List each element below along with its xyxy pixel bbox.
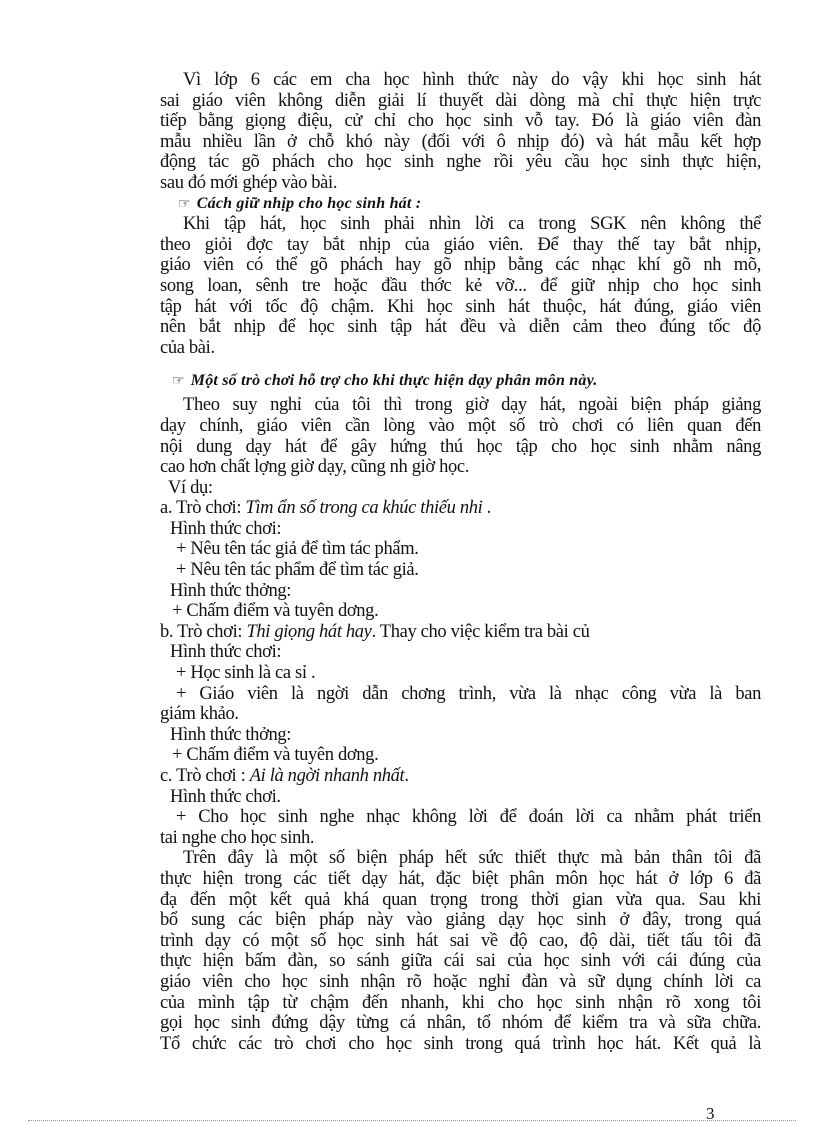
text-line: sai giáo viên không diễn giải lí thuyết dài dòng mà chỉ thực hiện trực bbox=[160, 90, 761, 111]
page-footer-divider bbox=[28, 1120, 796, 1121]
heading-text: Cách giữ nhịp cho học sinh hát : bbox=[196, 194, 422, 212]
text-line: Khi tập hát, học sinh phải nhìn lời ca trong SGK nên không thể bbox=[183, 214, 761, 235]
game-title bbox=[160, 766, 761, 787]
game-prefix: c. Trò chơi : bbox=[160, 766, 250, 786]
example-label: Ví dụ: bbox=[168, 477, 213, 498]
heading-text: Một số trò chơi hỗ trợ cho khi thực hiện dạy phân môn này. bbox=[190, 372, 598, 390]
list-item: + Chấm điểm và tuyên dơng. bbox=[172, 601, 379, 622]
reward-label: Hình thức thởng: bbox=[170, 580, 292, 601]
text-line: cao hơn chất lợng giờ dạy, cũng nh giờ học. bbox=[160, 457, 470, 478]
text-line: Theo suy nghỉ của tôi thì trong giờ dạy hát, ngoài biện pháp giảng bbox=[183, 395, 761, 416]
text-line: nên bắt nhịp để học sinh tập hát đều và diễn cảm theo đúng tốc độ bbox=[160, 317, 761, 338]
text-line: tiếp bằng giọng điệu, cử chỉ cho học sinh vỗ tay. Đó là giáo viên đàn bbox=[160, 111, 761, 132]
game-suffix: . bbox=[482, 498, 491, 519]
game-title bbox=[160, 622, 761, 643]
text-line: song loan, sênh tre hoặc đầu thớc kẻ vỡ... để giữ nhịp cho học sinh bbox=[160, 275, 761, 296]
form-label: Hình thức chơi. bbox=[170, 786, 281, 807]
text-line: Trên đây là một số biện pháp hết sức thiết thực mà bản thân tôi đã bbox=[183, 848, 761, 869]
game-prefix: a. Trò chơi: bbox=[160, 498, 246, 519]
list-item: + Giáo viên là ngời dẫn chơng trình, vừa là nhạc công vừa là ban bbox=[176, 683, 761, 704]
text-line: giáo viên cho học sinh nhận rõ hoặc nghỉ đàn và sữ dụng chính lời ca bbox=[160, 971, 761, 992]
game-name: Tìm ẩn số trong ca khúc thiếu nhi bbox=[245, 498, 483, 519]
text-line: của mình tập từ chậm đến nhanh, khi cho học sinh nhận rõ xong tôi bbox=[160, 992, 761, 1013]
text-line: động tác gõ phách cho học sinh nghe rồi yêu cầu học sinh thực hiện, bbox=[160, 152, 761, 173]
list-item: + Nêu tên tác phẩm để tìm tác giả. bbox=[176, 560, 419, 581]
game-name: Thi giọng hát hay bbox=[246, 621, 372, 642]
reward-label: Hình thức thởng: bbox=[170, 724, 292, 745]
text-line: của bài. bbox=[160, 337, 215, 358]
page-number: 3 bbox=[706, 1104, 715, 1123]
pointing-hand-icon: ☞ bbox=[172, 374, 185, 390]
text-line: tập hát với tốc độ chậm. Khi học sinh hát thuộc, hát đúng, giáo viên bbox=[160, 296, 761, 317]
game-name: Ai là ngời nhanh nhất bbox=[249, 766, 405, 786]
game-suffix: . Thay cho việc kiểm tra bài củ bbox=[371, 621, 590, 642]
form-label: Hình thức chơi: bbox=[170, 642, 282, 663]
list-item: + Học sinh là ca sỉ . bbox=[176, 663, 316, 684]
paragraph bbox=[160, 848, 761, 1054]
game-suffix: . bbox=[404, 766, 409, 786]
list-item: + Chấm điểm và tuyên dơng. bbox=[172, 745, 379, 766]
text-line: tai nghe cho học sinh. bbox=[160, 827, 315, 848]
document-page bbox=[160, 70, 761, 1054]
text-line: trình dạy có một số học sinh hát sai về độ cao, độ dài, tiết tấu tôi đã bbox=[160, 930, 761, 951]
text-line: bổ sung các biện pháp này vào giảng dạy học sinh ở đây, trong quá bbox=[160, 910, 761, 931]
list-item: + Cho học sinh nghe nhạc không lời để đoán lời ca nhằm phát triển bbox=[176, 807, 761, 828]
text-line: theo giỏi đợc tay bắt nhịp của giáo viên. Để thay thế tay bắt nhịp, bbox=[160, 234, 761, 255]
text-line: thực hiện trong các tiết dạy hát, đặc biệt phân môn học hát ở lớp 6 đã bbox=[160, 868, 761, 889]
text-line: nội dung dạy hát để gây hứng thú học tập cho học sinh nhằm nâng bbox=[160, 436, 761, 457]
text-line: giáo viên có thể gõ phách hay gõ nhịp bằng các nhạc khí gõ nh mõ, bbox=[160, 255, 761, 276]
paragraph bbox=[160, 214, 761, 358]
form-label: Hình thức chơi: bbox=[170, 518, 282, 539]
section-heading bbox=[160, 194, 761, 215]
text-line: thực hiện bấm đàn, so sánh giữa cái sai của học sinh với cái đúng của bbox=[160, 951, 761, 972]
game-title bbox=[160, 498, 761, 519]
text-line: Tổ chức các trò chơi cho học sinh trong quá trình học hát. Kết quả là bbox=[160, 1033, 761, 1054]
paragraph bbox=[160, 395, 761, 477]
list-item: + Nêu tên tác giả để tìm tác phẩm. bbox=[176, 539, 419, 560]
text-line: dạy chính, giáo viên cần lòng vào một số trò chơi có liên quan đến bbox=[160, 415, 761, 436]
paragraph bbox=[160, 70, 761, 194]
text-line: mẫu nhiều lần ở chỗ khó này (đối với ô nhịp đó) và hát mẫu kết hợp bbox=[160, 131, 761, 152]
text-line: đạ đến một kết quả khá quan trọng trong thời gian vừa qua. Sau khi bbox=[160, 889, 761, 910]
section-heading bbox=[160, 371, 761, 395]
pointing-hand-icon: ☞ bbox=[178, 196, 191, 212]
text-line: giám khảo. bbox=[160, 704, 239, 725]
text-line: Vì lớp 6 các em cha học hình thức này do vậy khi học sinh hát bbox=[183, 70, 761, 90]
text-line: sau đó mới ghép vào bài. bbox=[160, 172, 338, 193]
text-line: gọi học sinh đứng dậy từng cá nhân, tổ nhóm để kiểm tra và sữa chữa. bbox=[160, 1013, 761, 1034]
game-prefix: b. Trò chơi: bbox=[160, 621, 247, 642]
